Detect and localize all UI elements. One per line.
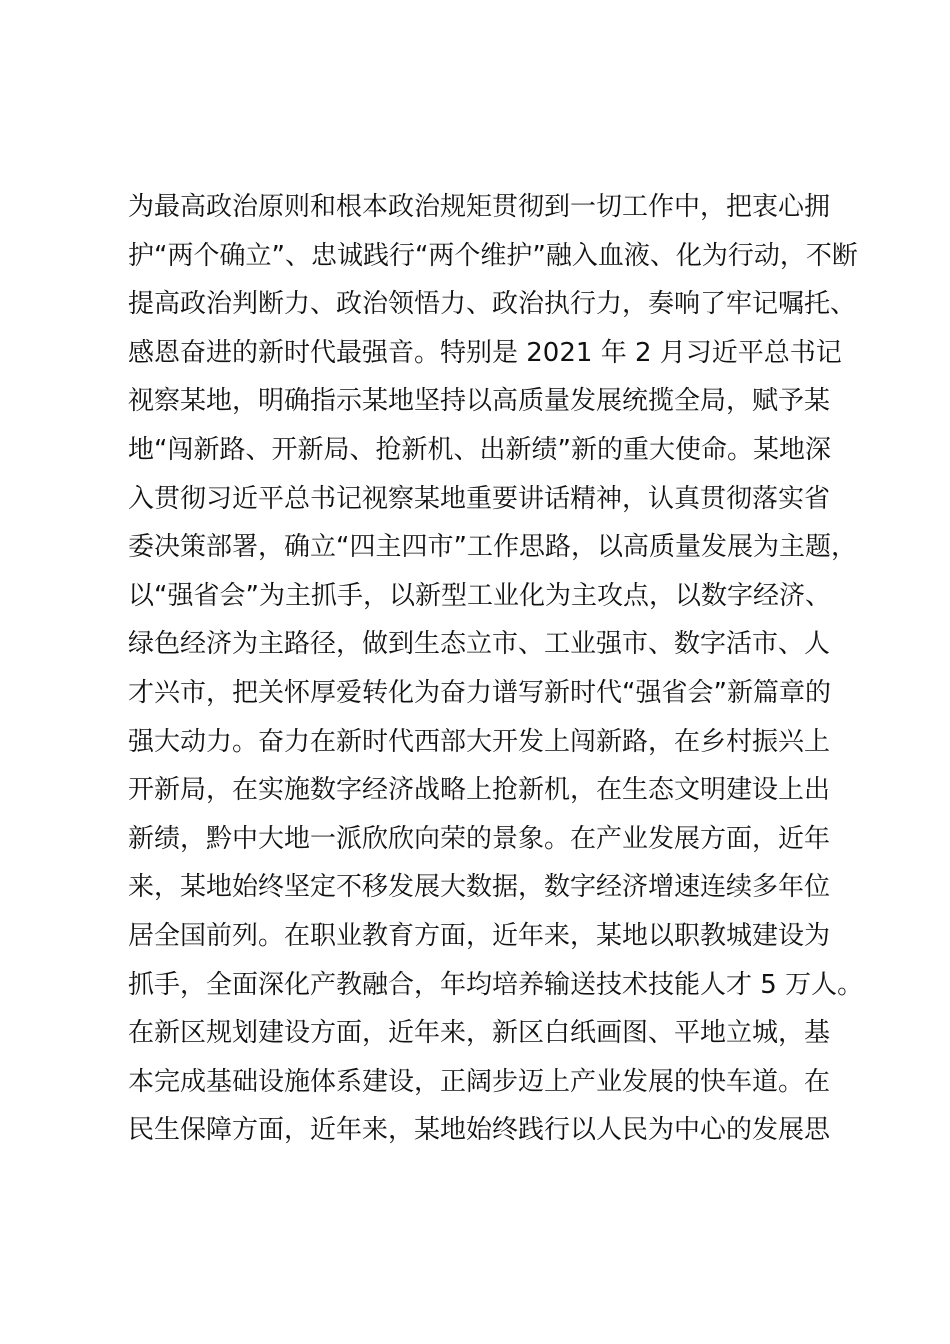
text-line: 来，某地始终坚定不移发展大数据，数字经济增速连续多年位 [128, 872, 831, 903]
text-line: 入贯彻习近平总书记视察某地重要讲话精神，认真贯彻落实省 [128, 483, 831, 514]
text-line: 护“两个确立”、忠诚践行“两个维护”融入血液、化为行动，不断 [128, 240, 858, 271]
body-paragraph [128, 183, 868, 1155]
text-line: 民生保障方面，近年来，某地始终践行以人民为中心的发展思 [128, 1115, 831, 1146]
text-line: 居全国前列。在职业教育方面，近年来，某地以职教城建设为 [128, 920, 831, 951]
text-line: 地“闯新路、开新局、抢新机、出新绩”新的重大使命。某地深 [128, 434, 831, 465]
text-line: 新绩，黔中大地一派欣欣向荣的景象。在产业发展方面，近年 [128, 823, 831, 854]
text-line: 以“强省会”为主抓手，以新型工业化为主攻点，以数字经济、 [128, 580, 831, 611]
text-line: 本完成基础设施体系建设，正阔步迈上产业发展的快车道。在 [128, 1066, 831, 1097]
text-line: 为最高政治原则和根本政治规矩贯彻到一切工作中，把衷心拥 [128, 192, 831, 222]
text-line: 提高政治判断力、政治领悟力、政治执行力，奏响了牢记嘱托、 [128, 289, 857, 320]
text-line: 委决策部署，确立“四主四市”工作思路，以高质量发展为主题， [128, 532, 857, 563]
text-line: 强大动力。奋力在新时代西部大开发上闯新路，在乡村振兴上 [128, 726, 831, 757]
text-line: 才兴市，把关怀厚爱转化为奋力谱写新时代“强省会”新篇章的 [128, 677, 831, 708]
text-line: 感恩奋进的新时代最强音。特别是 2021 年 2 月习近平总书记 [128, 337, 842, 368]
text-line: 绿色经济为主路径，做到生态立市、工业强市、数字活市、人 [128, 629, 831, 660]
text-line: 抓手，全面深化产教融合，年均培养输送技术技能人才 5 万人。 [128, 969, 864, 1000]
text-line: 在新区规划建设方面，近年来，新区白纸画图、平地立城，基 [128, 1018, 831, 1049]
text-line: 开新局，在实施数字经济战略上抢新机，在生态文明建设上出 [128, 775, 831, 806]
text-line: 视察某地，明确指示某地坚持以高质量发展统揽全局，赋予某 [128, 386, 831, 417]
